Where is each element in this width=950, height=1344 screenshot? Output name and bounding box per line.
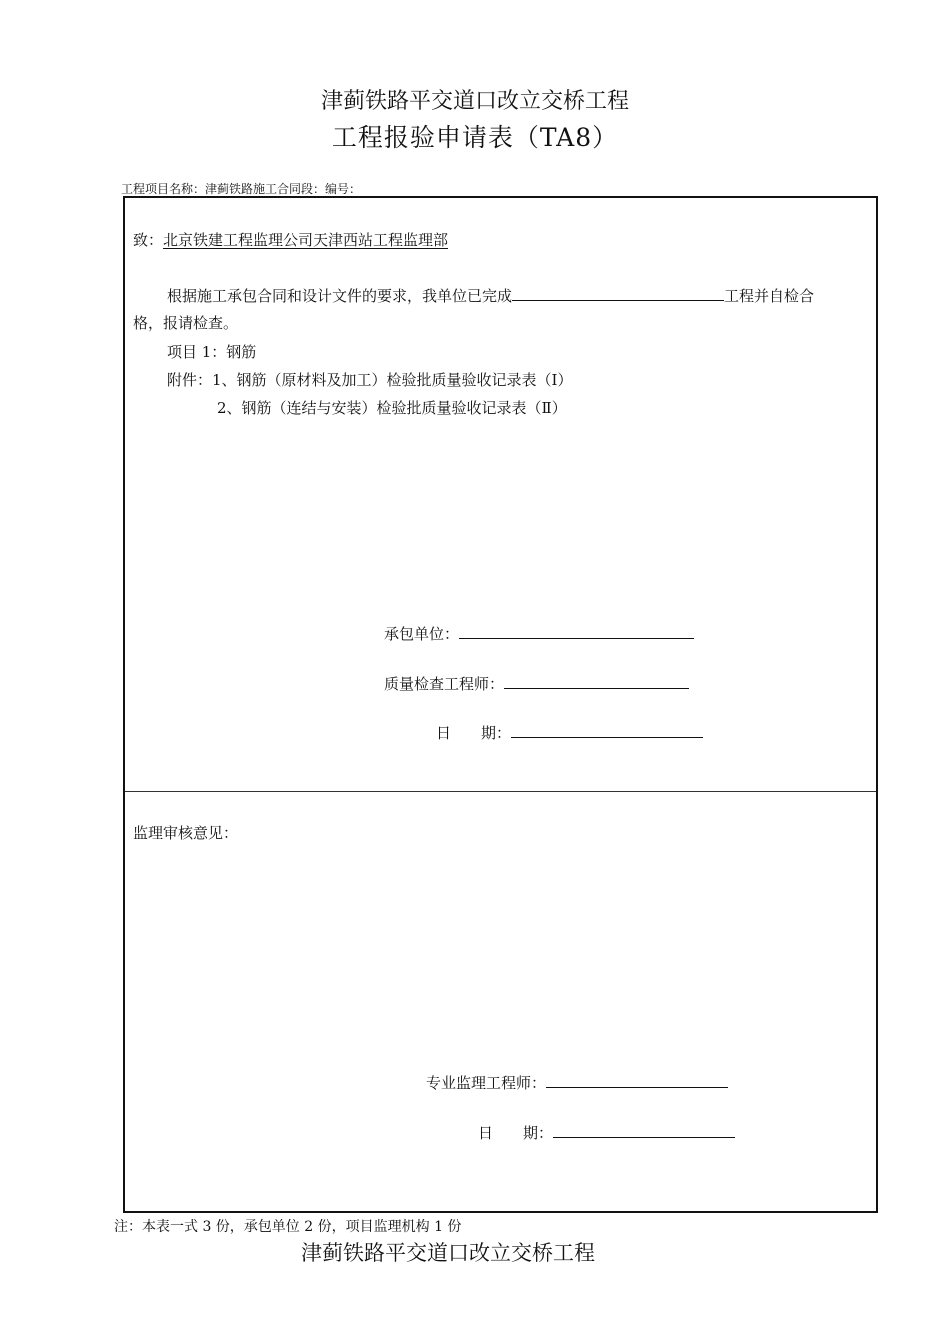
- supervision-opinion-label: 监理审核意见：: [133, 824, 239, 842]
- request-body-line-2: 格，报请检查。: [133, 314, 239, 332]
- addressee-label: 致：: [133, 231, 164, 249]
- item-line: 项目 1：钢筋: [167, 343, 257, 361]
- date-field-1[interactable]: [511, 721, 703, 738]
- form-title: 工程报验申请表（TA8）: [331, 123, 619, 152]
- addressee-value: 北京铁建工程监理公司天津西站工程监理部: [163, 231, 449, 249]
- attachment-1: 附件：1、钢筋（原材料及加工）检验批质量验收记录表（Ⅰ）: [167, 371, 573, 389]
- supervisor-field[interactable]: [546, 1071, 728, 1088]
- project-title: 津蓟铁路平交道口改立交桥工程: [320, 89, 629, 114]
- quality-engineer-label: 质量检查工程师：: [384, 675, 505, 693]
- request-body-line-1: [167, 284, 814, 306]
- date-label-1: 日 期：: [436, 724, 512, 742]
- attachment-2: 2、钢筋（连结与安装）检验批质量验收记录表（Ⅱ）: [217, 399, 567, 417]
- completed-work-field[interactable]: [512, 284, 724, 301]
- supervisor-label: 专业监理工程师：: [426, 1074, 547, 1092]
- section-divider: [125, 791, 876, 792]
- footer-project-title: 津蓟铁路平交道口改立交桥工程: [301, 1241, 595, 1265]
- supervisor-row: [426, 1071, 728, 1093]
- addressee-line: [133, 229, 448, 250]
- date-row-1: [436, 721, 703, 743]
- quality-engineer-field[interactable]: [504, 672, 689, 689]
- request-body-suffix: 工程并自检合: [724, 287, 815, 305]
- project-meta-line: 工程项目名称：津蓟铁路施工合同段：编号：: [121, 182, 362, 196]
- quality-engineer-row: [384, 672, 689, 694]
- footer-note: 注：本表一式 3 份，承包单位 2 份，项目监理机构 1 份: [114, 1219, 462, 1235]
- date-row-2: [478, 1121, 735, 1143]
- date-field-2[interactable]: [553, 1121, 735, 1138]
- date-label-2: 日 期：: [478, 1124, 554, 1142]
- request-body-prefix: 根据施工承包合同和设计文件的要求，我单位已完成: [167, 287, 513, 305]
- contractor-label: 承包单位：: [384, 625, 460, 643]
- contractor-row: [384, 622, 694, 644]
- contractor-field[interactable]: [459, 622, 694, 639]
